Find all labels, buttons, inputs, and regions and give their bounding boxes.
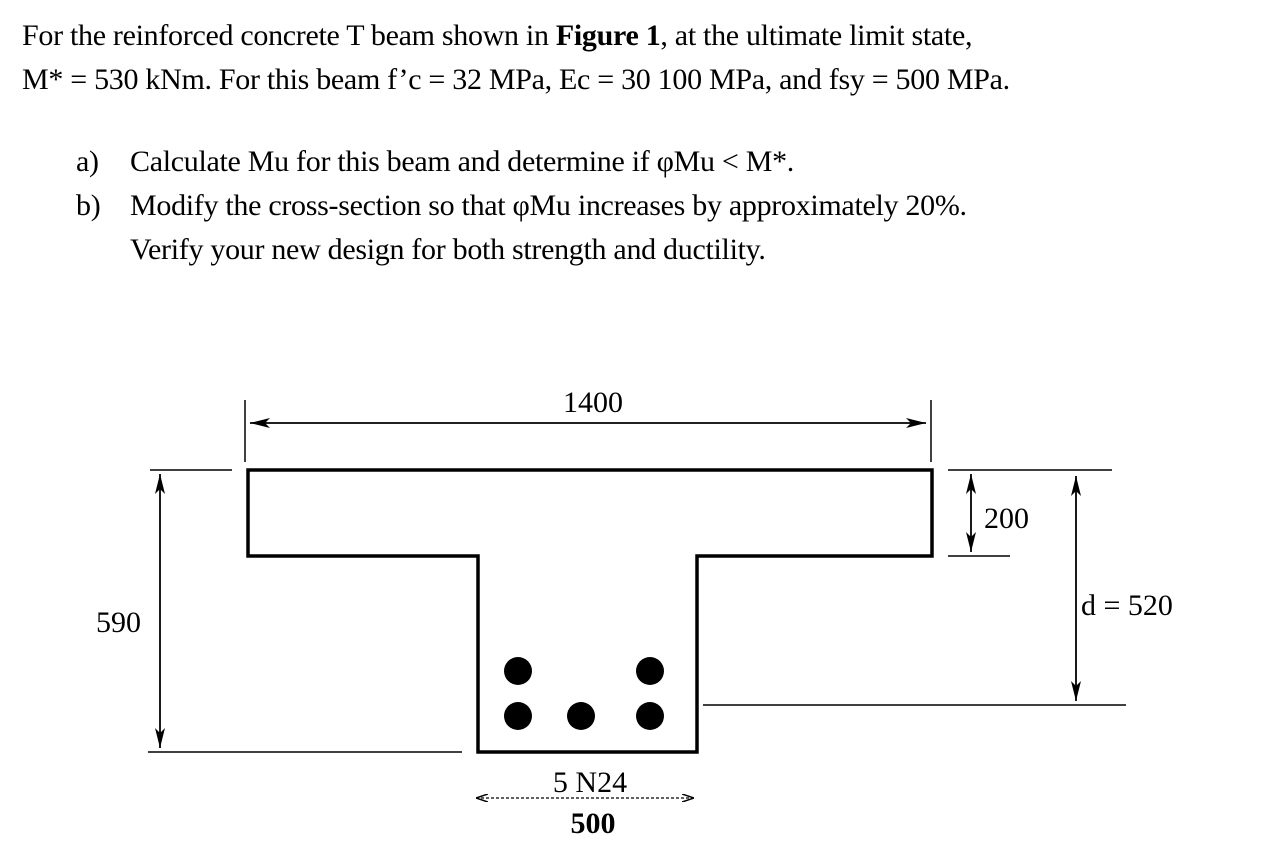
total-depth-dimension bbox=[96, 470, 462, 752]
task-a-text: Calculate Mu for this beam and determine if φMu < M*. bbox=[130, 145, 795, 178]
total-depth-label: 590 bbox=[96, 606, 141, 639]
rebar-bottom-middle bbox=[567, 702, 595, 730]
rebar-bottom-right bbox=[636, 702, 664, 730]
problem-line-1-end: , at the ultimate limit state, bbox=[660, 19, 973, 52]
web-width-dimension bbox=[476, 766, 694, 840]
flange-width-label: 1400 bbox=[563, 386, 623, 419]
rebar-top-right bbox=[636, 657, 664, 685]
reinforcement-bars bbox=[504, 657, 664, 730]
task-b-text-1: Modify the cross-section so that φMu increases by approximately 20%. bbox=[130, 189, 967, 222]
rebar-top-left bbox=[504, 657, 532, 685]
problem-line-1-text: For the reinforced concrete T beam shown in bbox=[22, 19, 556, 52]
effective-depth-dimension bbox=[703, 476, 1173, 705]
task-b-text-2: Verify your new design for both strength and ductility. bbox=[130, 233, 766, 266]
web-width-label: 500 bbox=[570, 807, 616, 840]
flange-depth-dimension bbox=[948, 470, 1112, 556]
figure-reference: Figure 1 bbox=[555, 19, 661, 52]
flange-width-dimension bbox=[245, 386, 931, 462]
reinforcement-label: 5 N24 bbox=[552, 766, 628, 799]
task-b-label: b) bbox=[76, 189, 101, 222]
effective-depth-label: d = 520 bbox=[1081, 589, 1173, 622]
problem-line-2: M* = 530 kNm. For this beam f’c = 32 MPa, Ec = 30 100 MPa, and fsy = 500 MPa. bbox=[22, 63, 1010, 96]
flange-depth-label: 200 bbox=[984, 502, 1029, 535]
rebar-bottom-left bbox=[504, 702, 532, 730]
task-a-label: a) bbox=[76, 145, 99, 178]
